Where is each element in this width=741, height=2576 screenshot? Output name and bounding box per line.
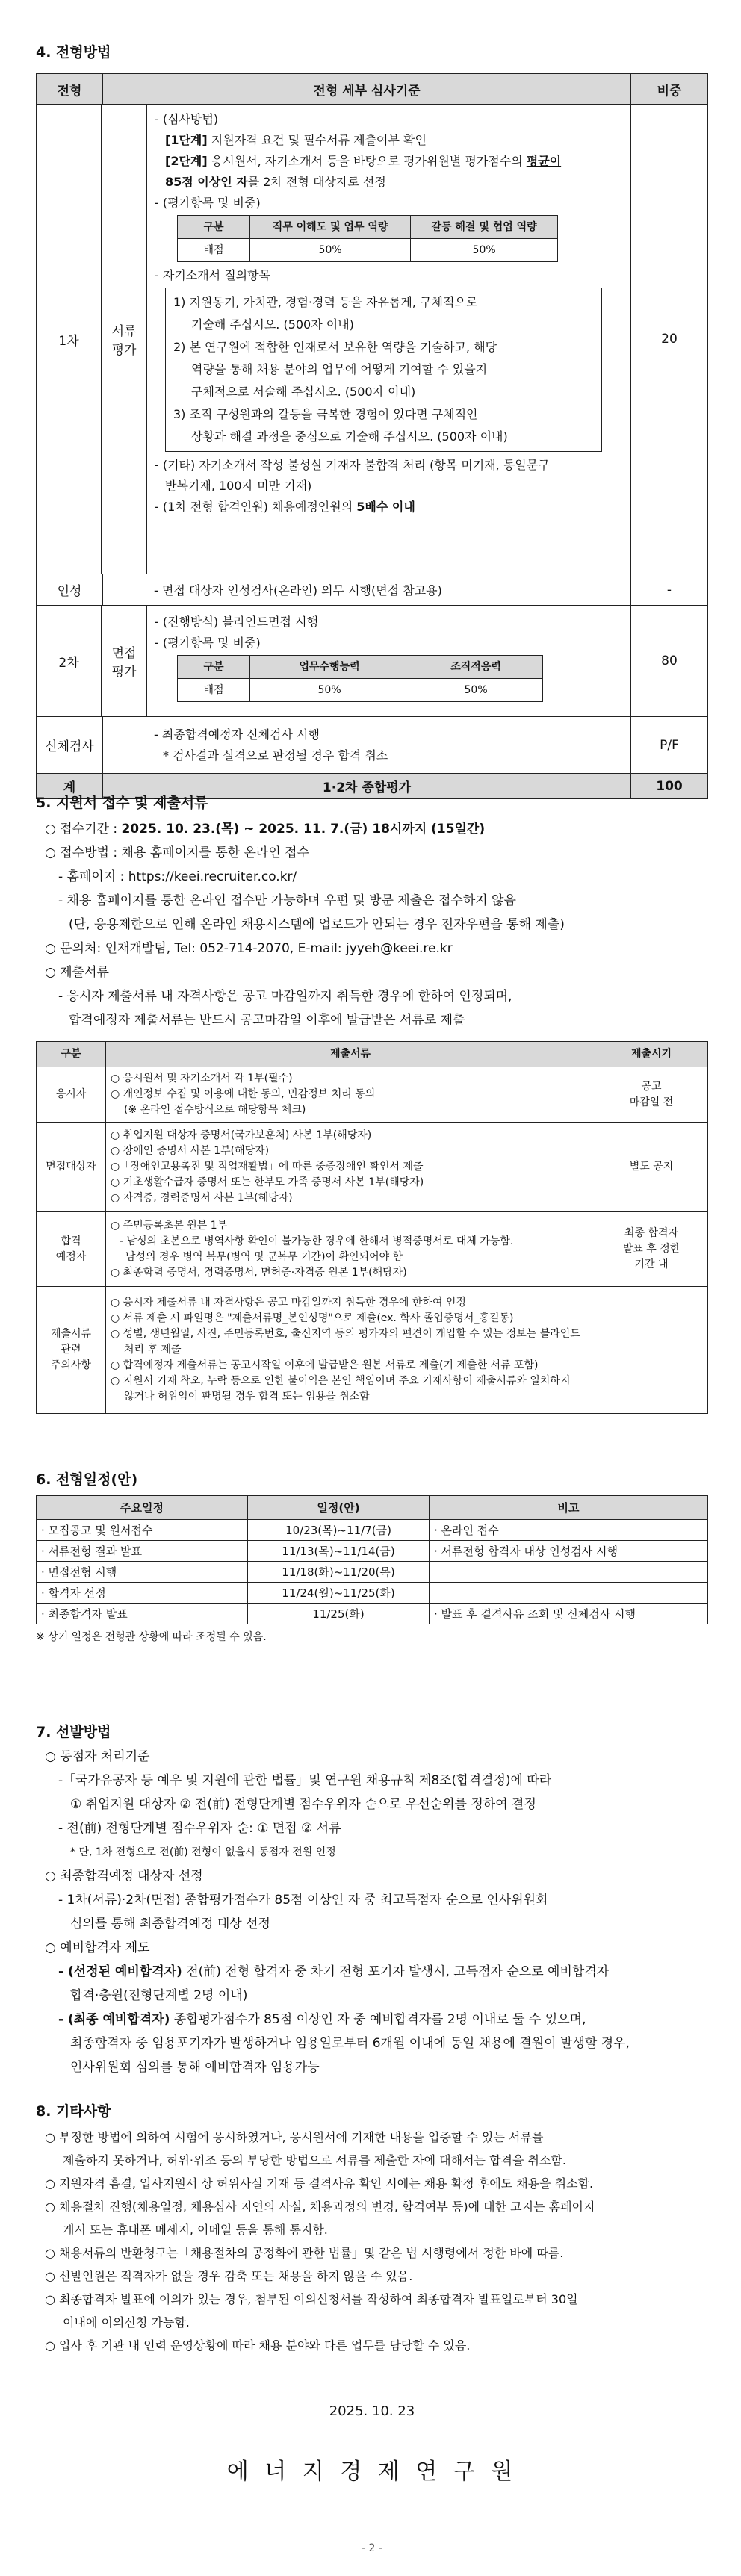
text-line: 지원자격 요건 및 필수서류 제출여부 확인	[207, 133, 427, 147]
text-line: ○ 문의처: 인재개발팀, Tel: 052-714-2070, E-mail: jyyeh@keei.re.kr	[45, 941, 453, 956]
text-line: ○ 제출서류	[45, 965, 109, 980]
col-header: 제출서류	[106, 1042, 595, 1067]
text-line: ○ 지원자격 흠결, 입사지원서 상 허위사실 기재 등 결격사유 확인 시에는 채용 확정 후에도 채용을 취소함.	[45, 2176, 594, 2191]
text-line: -「국가유공자 등 예우 및 지원에 관한 법률」및 연구원 채용규칙 제8조(합격결정)에 따라	[58, 1773, 552, 1788]
text-line: ○ 접수기간 :	[45, 822, 122, 837]
section-7-body	[36, 1745, 708, 2079]
schedule-note	[430, 1562, 708, 1583]
doc-item: ○ 주민등록초본 원본 1부	[111, 1219, 228, 1232]
total-weight: 100	[631, 774, 708, 799]
text-line: 반복기재, 100자 미만 기재)	[165, 479, 312, 493]
section-7-title: 7. 선발방법	[36, 1724, 111, 1740]
text-line: - 홈페이지 : https://keei.recruiter.co.kr/	[58, 869, 297, 884]
text-line: 심의를 통해 최종합격예정 대상 선정	[70, 1917, 270, 1931]
text-line: 합격예정자 제출서류는 반드시 공고마감일 이후에 발급받은 서류로 제출	[69, 1013, 465, 1028]
text-line: - (평가항목 및 비중)	[155, 196, 261, 210]
doc-item: 남성의 경우 병역 복무(병역 및 군복무 기간)이 확인되어야 함	[125, 1250, 403, 1263]
section-6-title: 6. 전형일정(안)	[36, 1471, 138, 1488]
cell: 배점	[178, 239, 250, 262]
cell: 구분	[178, 656, 250, 679]
cell: 50%	[250, 239, 411, 262]
schedule-note-text: ※ 상기 일정은 전형관 상황에 따라 조정될 수 있음.	[36, 1631, 267, 1643]
stage-1-details	[147, 105, 630, 574]
documents-table	[36, 1041, 708, 1414]
stage-2: 2차	[37, 606, 102, 716]
cell: 직무 이해도 및 업무 역량	[250, 216, 411, 239]
section-5-title: 5. 지원서 접수 및 제출서류	[36, 795, 208, 811]
row-label: 합격 예정자	[37, 1212, 106, 1287]
text-line: - 자기소개서 질의항목	[155, 268, 271, 282]
text-line: ○ 최종합격예정 대상자 선정	[45, 1869, 203, 1884]
text-line: ○ 동점자 처리기준	[45, 1749, 150, 1764]
schedule-date: 10/23(목)~11/7(금)	[248, 1520, 430, 1541]
schedule-table	[36, 1495, 708, 1644]
text-line: 인사위원회 심의를 통해 예비합격자 임용가능	[70, 2060, 320, 2075]
row-label: 제출서류 관련 주의사항	[37, 1287, 106, 1414]
organization-name: 에 너 지 경 제 연 구 원	[226, 2459, 518, 2485]
text-line: - 최종합격예정자 신체검사 시행	[154, 727, 320, 742]
text-line: - 채용 홈페이지를 통한 온라인 접수만 가능하며 우편 및 방문 제출은 접수하지 않음	[58, 893, 516, 908]
schedule-item: · 모집공고 및 원서접수	[37, 1520, 248, 1541]
schedule-item: · 합격자 선정	[37, 1583, 248, 1604]
text-line: 상황과 해결 과정을 중심으로 기술해 주십시오. (500자 이내)	[191, 429, 508, 444]
doc-item: 않거나 허위임이 판명될 경우 합격 또는 임용을 취소함	[124, 1391, 370, 1403]
text-line: 응시원서, 자기소개서 등을 바탕으로 평가위원별 평가점수의	[207, 154, 527, 168]
text-line: 이내에 이의신청 가능함.	[63, 2315, 190, 2330]
section-5-body	[36, 817, 708, 1032]
doc-eval-weight-table	[177, 215, 558, 262]
text-line: ○ 채용절차 진행(채용일정, 채용심사 지연의 사실, 채용과정의 변경, 합격여부 등)에 대한 고지는 홈페이지	[45, 2200, 595, 2214]
section-8-body	[36, 2126, 708, 2357]
total-text: 1·2차 종합평가	[103, 774, 631, 799]
schedule-date: 11/24(월)~11/25(화)	[248, 1583, 430, 1604]
text-line: ○ 접수방법 : 채용 홈페이지를 통한 온라인 접수	[45, 845, 309, 860]
doc-item: ○ 합격예정자 제출서류는 공고시작일 이후에 발급받은 원본 서류로 제출(기 제출한 서류 포함)	[111, 1359, 539, 1371]
doc-item: ○ 지원서 기재 착오, 누락 등으로 인한 불이익은 본인 책임이며 주요 기재사항이 제출서류와 일치하지	[111, 1375, 571, 1387]
doc-item: ○ 기초생활수급자 증명서 또는 한부모 가족 증명서 사본 1부(해당자)	[111, 1176, 424, 1188]
text-line: 기술해 주십시오. (500자 이내)	[191, 317, 354, 332]
text-line: * 검사결과 실격으로 판정될 경우 합격 취소	[163, 748, 388, 763]
schedule-item: · 최종합격자 발표	[37, 1604, 248, 1624]
submit-time: 별도 공지	[595, 1123, 708, 1212]
text-line: 최종합격자 중 임용포기자가 발생하거나 임용일로부터 6개월 이내에 동일 채용에 결원이 발생할 경우,	[70, 2036, 630, 2051]
text-line: - 1차(서류)·2차(면접) 종합평가점수가 85점 이상인 자 중 최고득점자 순으로 인사위원회	[58, 1893, 548, 1908]
schedule-note: · 서류전형 합격자 대상 인성검사 시행	[430, 1541, 708, 1562]
section-8-title: 8. 기타사항	[36, 2103, 111, 2120]
text-line: ○ 예비합격자 제도	[45, 1940, 150, 1955]
stage-medical-text	[103, 717, 631, 774]
submit-time: 최종 합격자 발표 후 정한 기간 내	[595, 1212, 708, 1287]
schedule-note: · 온라인 접수	[430, 1520, 708, 1541]
cell: 50%	[411, 239, 558, 262]
schedule-note: · 발표 후 결격사유 조회 및 신체검사 시행	[430, 1604, 708, 1624]
cell: 50%	[409, 679, 543, 702]
stage-aptitude-text: - 면접 대상자 인성검사(온라인) 의무 시행(면접 참고용)	[103, 574, 631, 606]
text-line: ① 취업지원 대상자 ② 전(前) 전형단계별 점수우위자 순으로 우선순위를 정하여 결정	[70, 1797, 536, 1812]
cell: 구분	[178, 216, 250, 239]
col-header-stage: 전형	[37, 74, 103, 105]
schedule-date: 11/13(목)~11/14(금)	[248, 1541, 430, 1562]
cell: 업무수행능력	[250, 656, 409, 679]
text-line: 전(前) 전형 합격자 중 차기 전형 포기자 발생시, 고득점자 순으로 예비합격자	[182, 1964, 610, 1979]
text-line: ○ 선발인원은 적격자가 없을 경우 감축 또는 채용을 하지 않을 수 있음.	[45, 2269, 413, 2283]
text-line: 종합평가점수가 85점 이상인 자 중 예비합격자를 2명 이내로 둘 수 있으며,	[170, 2012, 586, 2027]
text-line: 2) 본 연구원에 적합한 인재로서 보유한 역량을 기술하고, 해당	[173, 340, 497, 354]
doc-item: (※ 온라인 접수방식으로 해당항목 체크)	[124, 1104, 306, 1116]
col-header: 일정(안)	[248, 1496, 430, 1520]
doc-item: ○ 장애인 증명서 사본 1부(해당자)	[111, 1145, 270, 1157]
stage-aptitude: 인성	[37, 574, 103, 606]
col-header-weight: 비중	[631, 74, 708, 105]
text-line: ○ 입사 후 기관 내 인력 운영상황에 따라 채용 분야와 다른 업무를 담당할 수 있음.	[45, 2338, 471, 2353]
cell: 배점	[178, 679, 250, 702]
text-line: - 응시자 제출서류 내 자격사항은 공고 마감일까지 취득한 경우에 한하여 인정되며,	[58, 989, 512, 1004]
text-line: 역량을 통해 채용 분야의 업무에 어떻게 기여할 수 있을지	[191, 362, 488, 376]
text-line: - (심사방법)	[155, 112, 219, 126]
stage-2-type: 면접 평가	[102, 606, 147, 716]
schedule-note	[430, 1583, 708, 1604]
text-line: 제출하지 못하거나, 허위·위조 등의 부당한 방법으로 서류를 제출한 자에 대해서는 합격을 취소함.	[63, 2153, 566, 2167]
interview-weight-table	[177, 655, 543, 702]
text-line: - (기타) 자기소개서 작성 불성실 기재자 불합격 처리 (항목 미기재, 동일문구	[155, 458, 550, 472]
doc-item: ○「장애인고용촉진 및 직업재활법」에 따른 중증장애인 확인서 제출	[111, 1161, 424, 1173]
text-line: - 전(前) 전형단계별 점수우위자 순: ① 면접 ② 서류	[58, 1821, 341, 1836]
text-line: * 단, 1차 전형으로 전(前) 전형이 없을시 동점자 전원 인정	[70, 1846, 336, 1858]
document-date: 2025. 10. 23	[329, 2403, 415, 2419]
text-line: 를 2차 전형 대상자로 선정	[247, 175, 386, 189]
text-line: 3) 조직 구성원과의 갈등을 극복한 경험이 있다면 구체적인	[173, 407, 478, 421]
row-label: 면접대상자	[37, 1123, 106, 1212]
col-header: 제출시기	[595, 1042, 708, 1067]
text-line: 평균이	[526, 154, 562, 168]
col-header: 구분	[37, 1042, 106, 1067]
evaluation-table	[36, 73, 708, 799]
text-line: [2단계]	[165, 154, 208, 168]
text-line: ○ 채용서류의 반환청구는「채용절차의 공정화에 관한 법률」및 같은 법 시행령에서 정한 바에 따름.	[45, 2246, 564, 2260]
text-line: 게시 또는 휴대폰 메세지, 이메일 등을 통해 통지함.	[63, 2223, 328, 2237]
text-line: - (1차 전형 합격인원) 채용예정인원의	[155, 500, 357, 514]
essay-questions-box	[165, 288, 602, 452]
text-line: (단, 응용제한으로 인해 온라인 채용시스템에 업로드가 안되는 경우 전자우편을 통해 제출)	[69, 917, 565, 932]
stage-aptitude-weight: -	[631, 574, 708, 606]
text-line: 합격·충원(전형단계별 2명 이내)	[70, 1988, 248, 2003]
stage-1-weight: 20	[631, 105, 708, 574]
row-label: 응시자	[37, 1067, 106, 1123]
text-line: - (선정된 예비합격자)	[58, 1964, 182, 1979]
text-line: 85점 이상인 자	[165, 175, 248, 189]
text-line: 5배수 이내	[356, 500, 415, 514]
cell: 갈등 해결 및 협업 역량	[411, 216, 558, 239]
text-line: ○ 최종합격자 발표에 이의가 있는 경우, 첨부된 이의신청서를 작성하여 최종합격자 발표일로부터 30일	[45, 2292, 578, 2306]
text-line: 구체적으로 서술해 주십시오. (500자 이내)	[191, 385, 416, 399]
submit-time: 공고 마감일 전	[595, 1067, 708, 1123]
schedule-item: · 면접전형 시행	[37, 1562, 248, 1583]
doc-item: 처리 후 제출	[124, 1344, 182, 1356]
col-header-criteria: 전형 세부 심사기준	[103, 74, 631, 105]
total-label: 계	[37, 774, 103, 799]
schedule-item: · 서류전형 결과 발표	[37, 1541, 248, 1562]
doc-item: ○ 개인정보 수집 및 이용에 대한 동의, 민감정보 처리 동의	[111, 1088, 376, 1100]
schedule-date: 11/18(화)~11/20(목)	[248, 1562, 430, 1583]
text-line: ○ 부정한 방법에 의하여 시험에 응시하였거나, 응시원서에 기재한 내용을 입증할 수 있는 서류를	[45, 2130, 544, 2144]
text-line: - (평가항목 및 비중)	[155, 636, 261, 650]
stage-medical: 신체검사	[37, 717, 103, 774]
text-line: [1단계]	[165, 133, 208, 147]
cell: 50%	[250, 679, 409, 702]
section-4-title: 4. 전형방법	[36, 44, 111, 60]
cell: 조직적응력	[409, 656, 543, 679]
doc-item: - 남성의 초본으로 병역사항 확인이 불가능한 경우에 한해서 병적증명서로 대체 가능함.	[120, 1235, 514, 1247]
stage-2-details	[147, 606, 630, 716]
page-number: - 2 -	[362, 2542, 382, 2554]
col-header: 비고	[430, 1496, 708, 1520]
stage-2-weight: 80	[631, 606, 708, 717]
text-line: - (최종 예비합격자)	[58, 2012, 170, 2027]
doc-item: ○ 응시원서 및 자기소개서 각 1부(필수)	[111, 1073, 293, 1084]
stage-1: 1차	[37, 105, 102, 574]
text-line: - (진행방식) 블라인드면접 시행	[155, 615, 318, 629]
schedule-date: 11/25(화)	[248, 1604, 430, 1624]
doc-item: ○ 성별, 생년월일, 사진, 주민등록번호, 출신지역 등의 평가자의 편견이 개입할 수 있는 정보는 블라인드	[111, 1328, 580, 1340]
text-line: 1) 지원동기, 가치관, 경험·경력 등을 자유롭게, 구체적으로	[173, 295, 478, 309]
doc-item: ○ 취업지원 대상자 증명서(국가보훈처) 사본 1부(해당자)	[111, 1129, 372, 1141]
doc-item: ○ 최종학력 증명서, 경력증명서, 면허증·자격증 원본 1부(해당자)	[111, 1266, 407, 1279]
doc-item: ○ 서류 제출 시 파일명은 "제출서류명_본인성명"으로 제출(ex. 학사 졸업증명서_홍길동)	[111, 1312, 514, 1324]
col-header: 주요일정	[37, 1496, 248, 1520]
stage-medical-weight: P/F	[631, 717, 708, 774]
text-line: 2025. 10. 23.(목) ~ 2025. 11. 7.(금) 18시까지 (15일간)	[121, 822, 486, 837]
doc-item: ○ 자격증, 경력증명서 사본 1부(해당자)	[111, 1192, 293, 1204]
stage-1-type: 서류 평가	[102, 105, 147, 574]
doc-item: ○ 응시자 제출서류 내 자격사항은 공고 마감일까지 취득한 경우에 한하여 인정	[111, 1297, 466, 1309]
